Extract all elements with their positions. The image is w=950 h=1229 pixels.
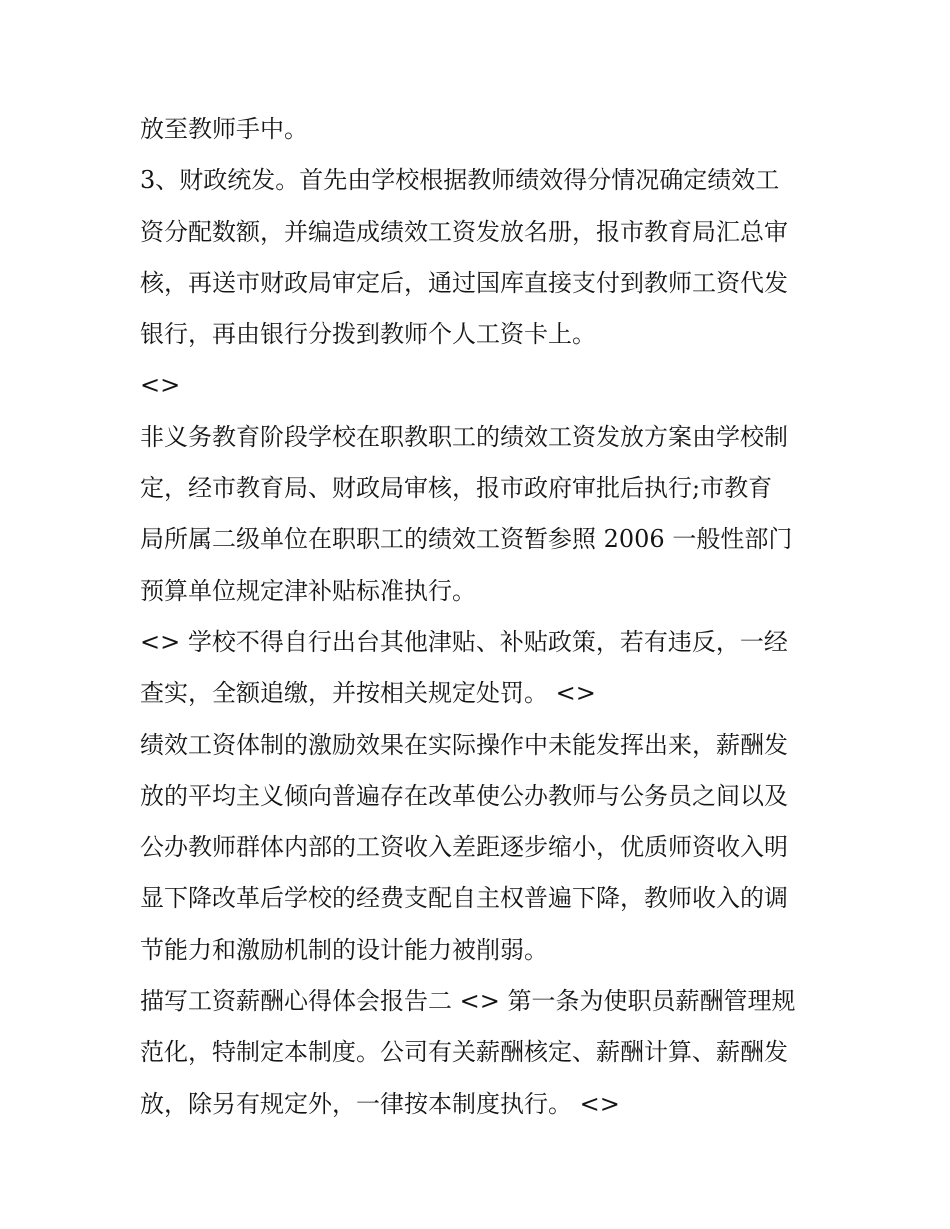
text-line: 3、财政统发。首先由学校根据教师绩效得分情况确定绩效工 — [140, 166, 780, 195]
text-line: 节能力和激励机制的设计能力被削弱。 — [140, 935, 548, 964]
text-line: 范化，特制定本制度。公司有关薪酬核定、薪酬计算、薪酬发 — [140, 1038, 788, 1067]
text-line: <> — [140, 371, 181, 400]
text-line: 绩效工资体制的激励效果在实际操作中未能发挥出来，薪酬发 — [140, 730, 788, 759]
text-line: 非义务教育阶段学校在职教职工的绩效工资发放方案由学校制 — [140, 422, 788, 451]
text-line: <> 学校不得自行出台其他津贴、补贴政策，若有违反，一经 — [140, 627, 788, 656]
text-line: 显下降改革后学校的经费支配自主权普遍下降，教师收入的调 — [140, 884, 788, 913]
text-line: 银行，再由银行分拨到教师个人工资卡上。 — [140, 320, 596, 349]
text-line: 放至教师手中。 — [140, 115, 308, 143]
text-line: 定，经市教育局、财政局审核，报市政府审批后执行;市教育 — [140, 474, 773, 503]
text-line: 预算单位规定津补贴标准执行。 — [140, 576, 476, 605]
text-line: 局所属二级单位在职职工的绩效工资暂参照 2006 一般性部门 — [140, 525, 793, 554]
text-line: 核，再送市财政局审定后，通过国库直接支付到教师工资代发 — [140, 268, 788, 297]
text-line: 放，除另有规定外，一律按本制度执行。 <> — [140, 1089, 620, 1118]
text-line: 资分配数额，并编造成绩效工资发放名册，报市教育局汇总审 — [140, 217, 788, 246]
text-line: 放的平均主义倾向普遍存在改革使公办教师与公务员之间以及 — [140, 781, 788, 810]
document-body — [140, 108, 830, 1134]
text-line: 描写工资薪酬心得体会报告二 <> 第一条为使职员薪酬管理规 — [140, 987, 796, 1016]
text-line: 查实，全额追缴，并按相关规定处罚。 <> — [140, 679, 596, 708]
text-line: 公办教师群体内部的工资收入差距逐步缩小，优质师资收入明 — [140, 833, 788, 862]
